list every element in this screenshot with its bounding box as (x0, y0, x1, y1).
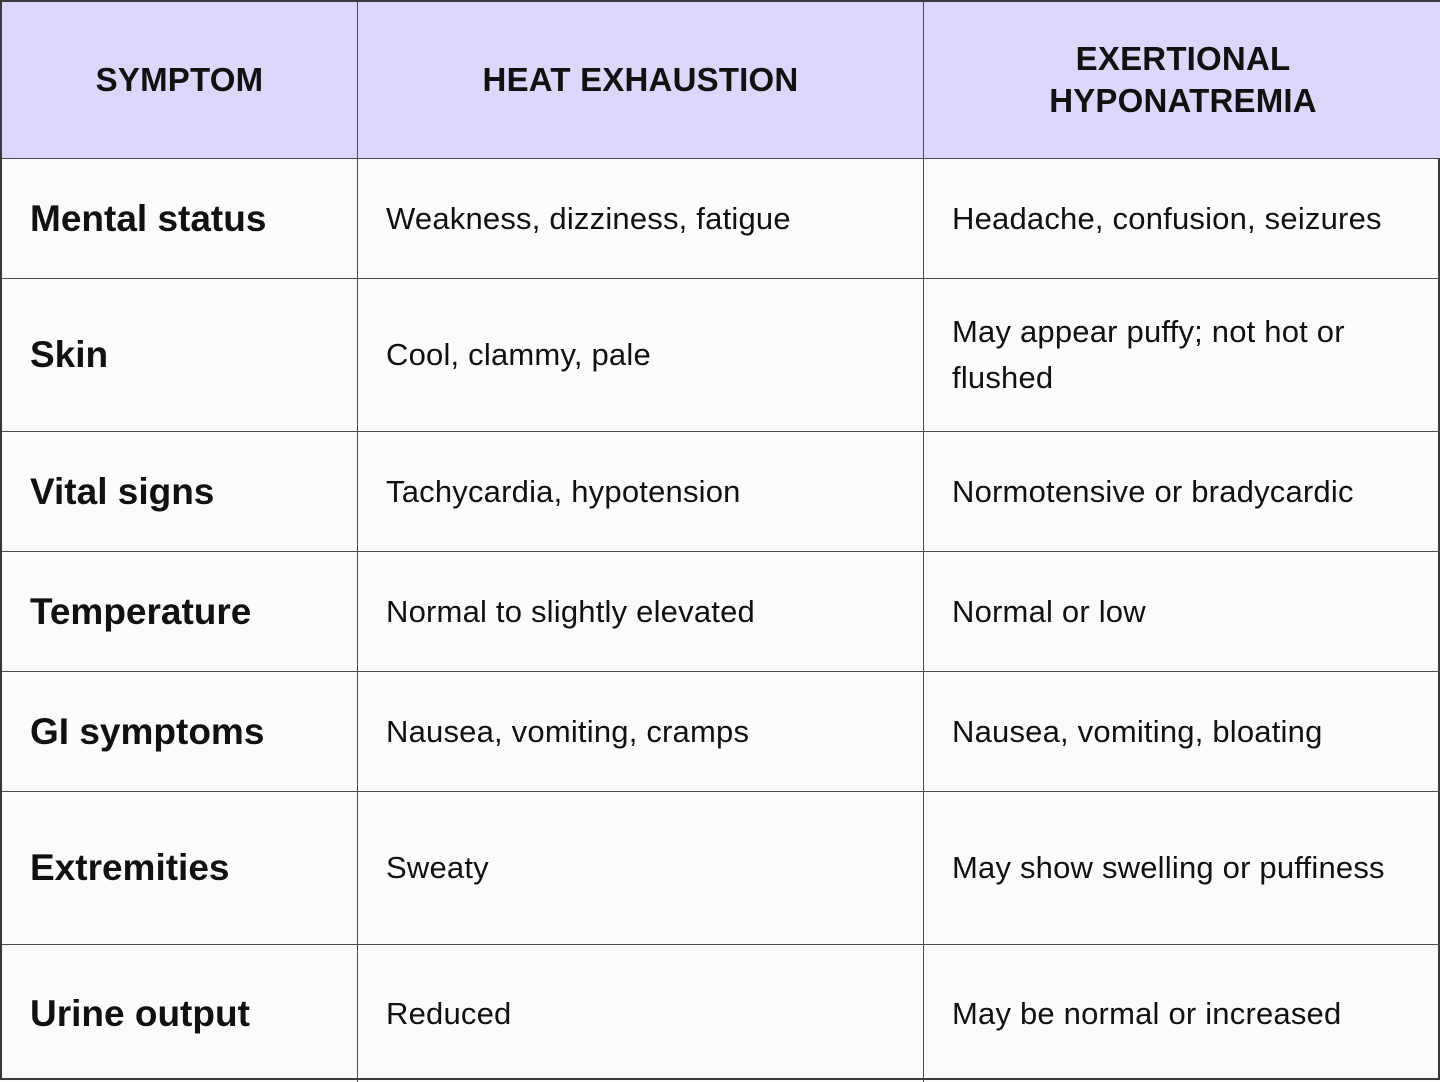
symptom-urine-output: Urine output (2, 945, 358, 1082)
hyponatremia-temperature: Normal or low (924, 552, 1440, 672)
heat-exhaustion-extremities: Sweaty (358, 792, 924, 945)
symptom-extremities: Extremities (2, 792, 358, 945)
header-exertional-hyponatremia: EXERTIONAL HYPONATREMIA (924, 2, 1440, 159)
hyponatremia-urine-output: May be normal or increased (952, 995, 1342, 1031)
heat-exhaustion-gi-symptoms: Nausea, vomiting, cramps (358, 672, 924, 792)
heat-exhaustion-mental-status: Weakness, dizziness, fatigue (358, 159, 924, 279)
symptom-skin: Skin (2, 279, 358, 432)
symptom-mental-status: Mental status (2, 159, 358, 279)
symptom-gi-symptoms: GI symptoms (2, 672, 358, 792)
heat-exhaustion-temperature: Normal to slightly elevated (358, 552, 924, 672)
hyponatremia-mental-status: Headache, confusion, seizures (924, 159, 1440, 279)
header-symptom: SYMPTOM (2, 2, 358, 159)
hyponatremia-vital-signs: Normotensive or bradycardic (924, 432, 1440, 552)
hyponatremia-gi-symptoms: Nausea, vomiting, bloating (924, 672, 1440, 792)
hyponatremia-extremities: May show swelling or puffiness (924, 792, 1440, 945)
symptom-temperature: Temperature (2, 552, 358, 672)
heat-exhaustion-vital-signs: Tachycardia, hypotension (358, 432, 924, 552)
hyponatremia-skin: May appear puffy; not hot or flushed (924, 279, 1440, 432)
heat-exhaustion-urine-output: Reduced (358, 945, 924, 1082)
heat-exhaustion-skin: Cool, clammy, pale (358, 279, 924, 432)
header-heat-exhaustion: HEAT EXHAUSTION (358, 2, 924, 159)
symptom-vital-signs: Vital signs (2, 432, 358, 552)
